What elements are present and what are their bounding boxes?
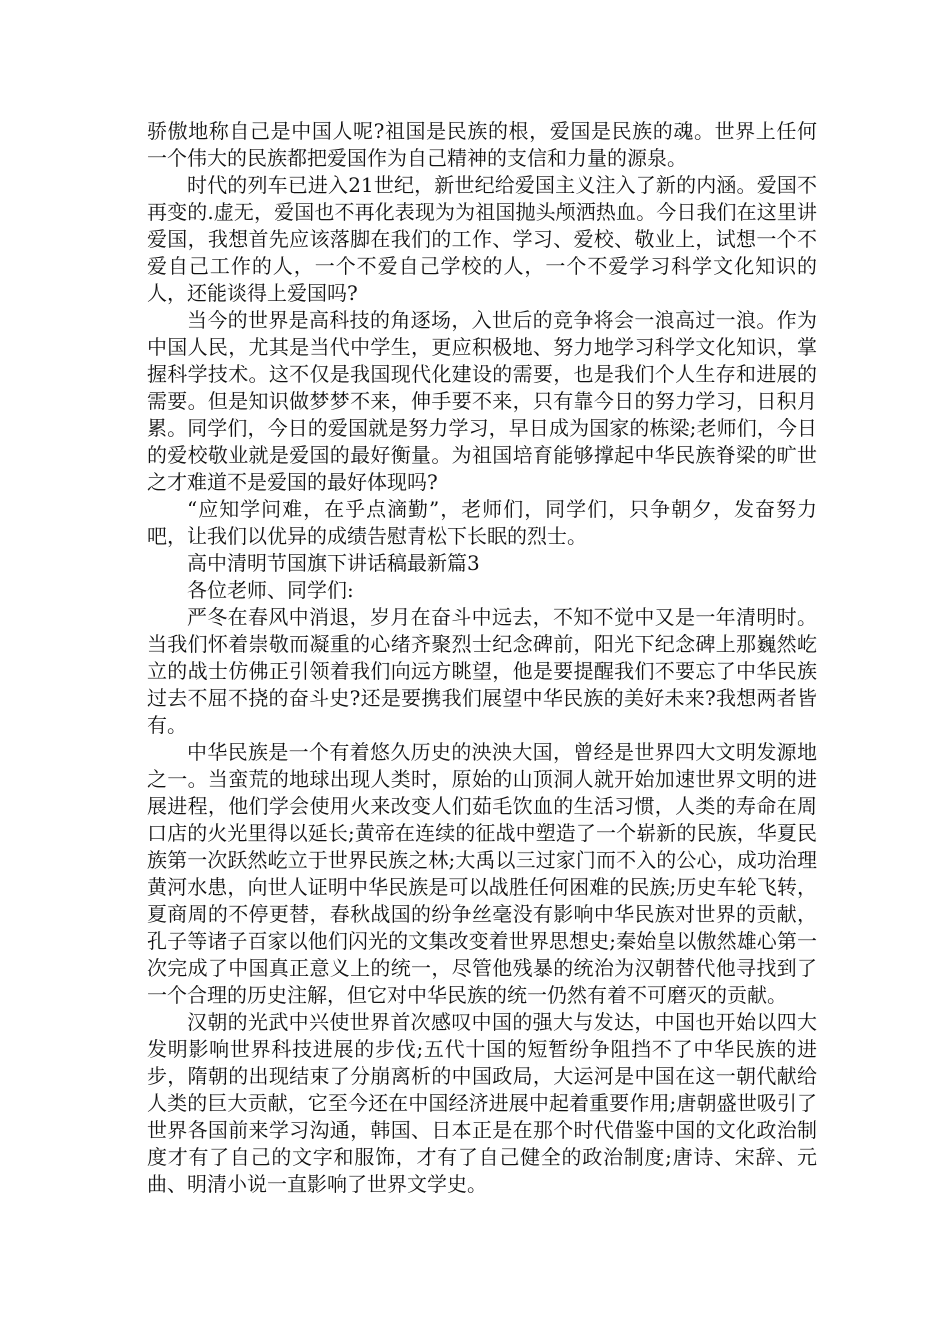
document-page xyxy=(147,118,817,1198)
paragraph: “应知学问难，在乎点滴勤”，老师们，同学们，只争朝夕，发奋努力吧，让我们以优异的成绩告慰青松下长眠的烈士。 xyxy=(147,497,817,548)
salutation: 各位老师、同学们: xyxy=(187,578,354,602)
paragraph: 汉朝的光武中兴使世界首次感叹中国的强大与发达，中国也开始以四大发明影响世界科技进展的步伐;五代十国的短暂纷争阻挡不了中华民族的进步，隋朝的出现结束了分崩离析的中国政局，大运河是中国在这一朝代献给人类的巨大贡献，它至今还在中国经济进展中起着重要作用;唐朝盛世吸引了世界各国前来学习沟通，韩国、日本正是在那个时代借鉴中国的文化政治制度才有了自己的文字和服饰，才有了自己健全的政治制度;唐诗、宋辞、元曲、明清小说一直影响了世界文学史。 xyxy=(147,1010,817,1196)
paragraph: 严冬在春风中消退，岁月在奋斗中远去，不知不觉中又是一年清明时。当我们怀着崇敬而凝重的心绪齐聚烈士纪念碑前，阳光下纪念碑上那巍然屹立的战士仿佛正引领着我们向远方眺望，他是要提醒我们不要忘了中华民族过去不屈不挠的奋斗史?还是要携我们展望中华民族的美好未来?我想两者皆有。 xyxy=(147,605,817,737)
paragraph: 骄傲地称自己是中国人呢?祖国是民族的根，爱国是民族的魂。世界上任何一个伟大的民族都把爱国作为自己精神的支信和力量的源泉。 xyxy=(147,119,817,170)
paragraph: 中华民族是一个有着悠久历史的泱泱大国，曾经是世界四大文明发源地之一。当蛮荒的地球出现人类时，原始的山顶洞人就开始加速世界文明的进展进程，他们学会使用火来改变人们茹毛饮血的生活习惯，人类的寿命在周口店的火光里得以延长;黄帝在连续的征战中塑造了一个崭新的民族，华夏民族第一次跃然屹立于世界民族之林;大禹以三过家门而不入的公心，成功治理黄河水患，向世人证明中华民族是可以战胜任何困难的民族;历史车轮飞转，夏商周的不停更替，春秋战国的纷争丝毫没有影响中华民族对世界的贡献，孔子等诸子百家以他们闪光的文集改变着世界思想史;秦始皇以傲然雄心第一次完成了中国真正意义上的统一，尽管他残暴的统治为汉朝替代他寻找到了一个合理的历史注解，但它对中华民族的统一仍然有着不可磨灭的贡献。 xyxy=(147,740,817,1007)
paragraph: 时代的列车已进入21世纪，新世纪给爱国主义注入了新的内涵。爱国不再变的.虚无，爱国也不再化表现为为祖国抛头颅洒热血。今日我们在这里讲爱国，我想首先应该落脚在我们的工作、学习、爱校、敬业上，试想一个不爱自己工作的人，一个不爱自己学校的人，一个不爱学习科学文化知识的人，还能谈得上爱国吗? xyxy=(147,173,817,305)
section-heading: 高中清明节国旗下讲话稿最新篇3 xyxy=(187,551,480,575)
paragraph: 当今的世界是高科技的角逐场，入世后的竞争将会一浪高过一浪。作为中国人民，尤其是当代中学生，更应积极地、努力地学习科学文化知识，掌握科学技术。这不仅是我国现代化建设的需要，也是我们个人生存和进展的需要。但是知识做梦梦不来，伸手要不来，只有靠今日的努力学习，日积月累。同学们，今日的爱国就是努力学习，早日成为国家的栋梁;老师们，今日的爱校敬业就是爱国的最好衡量。为祖国培育能够撑起中华民族脊梁的旷世之才难道不是爱国的最好体现吗? xyxy=(147,308,817,494)
